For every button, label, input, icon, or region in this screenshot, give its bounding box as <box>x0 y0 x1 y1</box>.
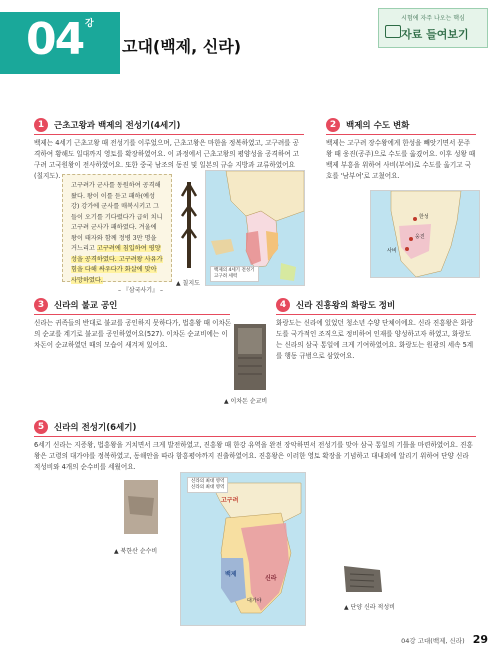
map3-legend-1: 신라의 최대 영역 <box>191 479 225 484</box>
page-title: 고대(백제, 신라) <box>122 37 242 56</box>
section-5-body: 6세기 신라는 지증왕, 법흥왕을 거치면서 크게 발전하였고, 진흥왕 때 한강 유역을 완전 장악하면서 전성기를 맞아 삼국 통일의 기틀을 마련하였어요. 진흥왕은 고령의 대가야를 정복하였고, 동해안을 따라 함흥평야까지 진출하였어요. 진흥왕은 이러한 영토 확장을 기념하고 대내외에 알리기 위하여 단양 신라 적성비와 4개의 순수비를 세웠어요. <box>34 441 473 471</box>
map1-legend-1: 백제의 4세기 전성기 <box>214 268 255 273</box>
section-2-heading <box>326 118 409 132</box>
quote-source: – 『삼국사기』 – <box>118 287 163 294</box>
section-5-divider <box>34 436 476 437</box>
map3-label-silla: 신라 <box>265 575 277 582</box>
page-number: 29 <box>472 633 488 646</box>
folder-icon <box>385 25 401 38</box>
map3-label-goguryeo: 고구려 <box>221 497 239 504</box>
section-3-number: 3 <box>34 298 48 312</box>
quote-text: 고구려가 군사를 동원하여 공격해 왔다. 왕이 이를 듣고 패하(예성강) 강가에 군사를 매복시키고 그들이 오기를 기다렸다가 급히 치니 고구려 군사가 패하였다. 겨울에 왕이 태자와 함께 정병 3만 명을 거느리고 <box>71 182 163 252</box>
section-5-heading <box>34 420 136 434</box>
page-footer <box>401 633 488 646</box>
sword-caption: ▲ 칠지도 <box>176 280 200 287</box>
section-1-title: 근초고왕과 백제의 전성기(4세기) <box>54 121 181 131</box>
baekje-4th-century-map <box>205 170 305 286</box>
seven-branched-sword-image <box>178 176 200 272</box>
section-4-body: 화랑도는 신라에 있었던 청소년 수양 단체이에요. 신라 진흥왕은 화랑도를 국가적인 조직으로 정비하여 인재를 양성하고자 하였고, 화랑도는 신라의 삼국 통일에 크게 기여하였어요. 화랑도는 원광의 세속 5계를 행동 규범으로 삼았어요. <box>276 319 474 360</box>
section-3-divider <box>34 314 230 315</box>
section-2-number: 2 <box>326 118 340 132</box>
map3-label-baekje: 백제 <box>225 571 237 578</box>
footer-text: 04강 고대(백제, 신라) <box>401 637 465 645</box>
section-4-title: 신라 진흥왕의 화랑도 정비 <box>296 301 396 311</box>
map3-legend-2: 신라의 최대 영역 <box>191 485 225 490</box>
section-5-number: 5 <box>34 420 48 434</box>
quote-highlight: 고구려에 침입하여 평양성을 공격하였다. 고구려왕 사유가 힘을 다해 싸우다가 화살에 맞아 사망하였다. <box>71 245 163 284</box>
section-4-heading <box>276 298 395 312</box>
map3-label-daegaya: 대가야 <box>247 598 262 604</box>
ichadon-caption: ▲ 이차돈 순교비 <box>224 398 268 405</box>
section-2-body: 백제는 고구려 장수왕에게 한성을 빼앗기면서 문주왕 때 웅진(공주)으로 수도를 옮겼어요. 이후 성왕 때 백제 부흥을 위하여 사비(부여)로 수도를 옮기고 국호를 '남부여'로 고쳤어요. <box>326 139 476 180</box>
bukhansan-monument-image <box>118 476 164 538</box>
baekje-capital-map <box>370 190 480 278</box>
section-4-divider <box>276 314 476 315</box>
jeokseong-stele-image <box>340 562 386 596</box>
silla-6th-century-map <box>180 472 306 626</box>
section-3-title: 신라의 불교 공인 <box>54 301 118 311</box>
section-3-body: 신라는 귀족들의 반대로 불교를 공인하지 못하다가, 법흥왕 때 이차돈의 순교를 계기로 불교를 공인하였어요(527). 이차돈 순교비에는 이차돈이 순교하였던 때의 모습이 새겨져 있어요. <box>34 319 232 349</box>
reference-box-subtitle: 시험에 자주 나오는 핵심 <box>401 15 465 22</box>
ichadon-monument-image <box>226 322 274 392</box>
section-1-body: 백제는 4세기 근초고왕 때 전성기를 이루었으며, 근초고왕은 마한을 정복하였고, 고구려를 공격하여 황해도 일대까지 영토를 확장하였어요. 이 과정에서 근초고왕의 평양성을 공격하여 고구려 고국원왕이 전사하였어요. 또한 중국 남조의 동진 및 일본의 규슈 지방과 교류하였어요(칠지도). <box>34 139 300 180</box>
section-1-divider <box>34 134 304 135</box>
reference-box <box>378 8 488 48</box>
section-3-heading <box>34 298 117 312</box>
section-5-title: 신라의 전성기(6세기) <box>54 423 137 433</box>
lesson-superscript: 강 <box>85 19 94 29</box>
map2-label-ungjin: 웅진 <box>415 234 425 240</box>
lesson-number: 04 <box>26 14 84 65</box>
jeokseong-caption: ▲ 단양 신라 적성비 <box>344 604 395 611</box>
map2-label-hanseong: 한성 <box>419 214 429 220</box>
section-1-quote <box>62 174 172 294</box>
section-2-divider <box>326 134 476 135</box>
section-1-number: 1 <box>34 118 48 132</box>
map1-legend-2: 고구려 세력 <box>214 274 238 279</box>
page-header <box>0 0 500 88</box>
section-4-number: 4 <box>276 298 290 312</box>
reference-box-title: 자료 들여보기 <box>401 28 469 41</box>
section-2-title: 백제의 수도 변화 <box>346 121 410 131</box>
map2-label-sabi: 사비 <box>387 248 397 254</box>
bukhansan-caption: ▲ 북한산 순수비 <box>114 548 158 555</box>
section-1-heading <box>34 118 180 132</box>
